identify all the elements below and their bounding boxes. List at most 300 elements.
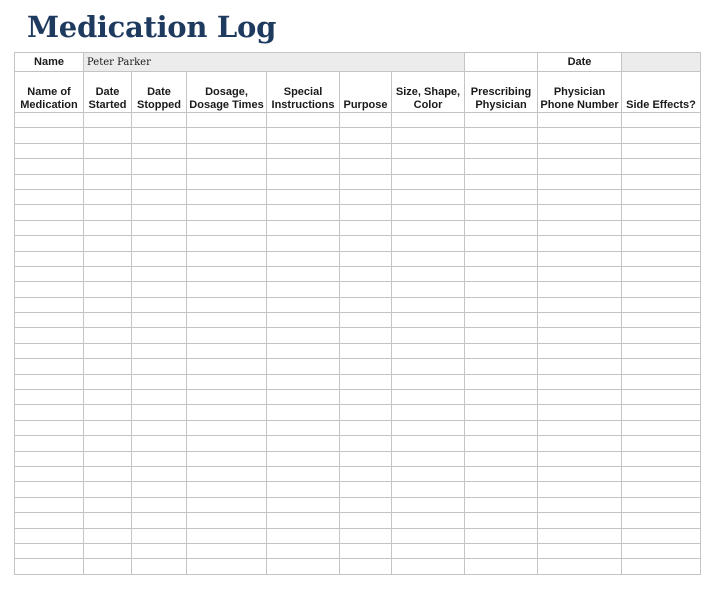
table-cell[interactable] [15,174,84,189]
table-cell[interactable] [622,174,701,189]
table-cell[interactable] [392,328,465,343]
table-cell[interactable] [132,266,187,281]
table-cell[interactable] [15,128,84,143]
table-cell[interactable] [132,220,187,235]
table-cell[interactable] [132,297,187,312]
table-cell[interactable] [267,451,340,466]
table-cell[interactable] [340,420,392,435]
table-cell[interactable] [392,236,465,251]
table-cell[interactable] [267,220,340,235]
table-cell[interactable] [132,205,187,220]
table-cell[interactable] [132,359,187,374]
table-cell[interactable] [132,282,187,297]
table-cell[interactable] [538,482,622,497]
table-cell[interactable] [132,405,187,420]
table-cell[interactable] [340,189,392,204]
table-cell[interactable] [340,113,392,128]
table-cell[interactable] [267,236,340,251]
table-cell[interactable] [622,451,701,466]
table-cell[interactable] [187,466,267,481]
table-cell[interactable] [622,543,701,558]
table-cell[interactable] [538,313,622,328]
table-cell[interactable] [538,451,622,466]
table-cell[interactable] [15,420,84,435]
table-cell[interactable] [392,297,465,312]
table-cell[interactable] [187,282,267,297]
table-cell[interactable] [267,497,340,512]
table-cell[interactable] [15,159,84,174]
table-cell[interactable] [15,236,84,251]
table-cell[interactable] [267,359,340,374]
table-cell[interactable] [538,420,622,435]
table-cell[interactable] [267,251,340,266]
table-cell[interactable] [538,113,622,128]
table-cell[interactable] [267,420,340,435]
table-cell[interactable] [187,559,267,574]
table-cell[interactable] [15,343,84,358]
table-cell[interactable] [465,528,538,543]
table-cell[interactable] [392,313,465,328]
table-cell[interactable] [84,451,132,466]
table-cell[interactable] [15,220,84,235]
table-cell[interactable] [187,328,267,343]
table-cell[interactable] [267,390,340,405]
table-cell[interactable] [187,451,267,466]
table-cell[interactable] [267,266,340,281]
table-cell[interactable] [465,420,538,435]
table-cell[interactable] [392,482,465,497]
table-cell[interactable] [622,113,701,128]
table-cell[interactable] [340,236,392,251]
table-cell[interactable] [392,513,465,528]
table-cell[interactable] [340,466,392,481]
table-cell[interactable] [267,159,340,174]
table-cell[interactable] [465,405,538,420]
table-cell[interactable] [15,543,84,558]
table-cell[interactable] [622,220,701,235]
table-cell[interactable] [187,528,267,543]
table-cell[interactable] [392,251,465,266]
table-cell[interactable] [267,482,340,497]
table-cell[interactable] [392,113,465,128]
table-cell[interactable] [622,513,701,528]
table-cell[interactable] [187,343,267,358]
table-cell[interactable] [84,436,132,451]
table-cell[interactable] [267,328,340,343]
table-cell[interactable] [267,189,340,204]
table-cell[interactable] [132,374,187,389]
table-cell[interactable] [15,282,84,297]
table-cell[interactable] [187,205,267,220]
table-cell[interactable] [465,359,538,374]
table-cell[interactable] [622,266,701,281]
table-cell[interactable] [340,251,392,266]
table-cell[interactable] [538,466,622,481]
table-cell[interactable] [187,159,267,174]
table-cell[interactable] [622,251,701,266]
table-cell[interactable] [538,174,622,189]
table-cell[interactable] [132,497,187,512]
table-cell[interactable] [538,343,622,358]
table-cell[interactable] [465,297,538,312]
date-field[interactable] [622,53,701,72]
table-cell[interactable] [187,482,267,497]
table-cell[interactable] [15,528,84,543]
table-cell[interactable] [84,313,132,328]
table-cell[interactable] [538,328,622,343]
table-cell[interactable] [465,282,538,297]
table-cell[interactable] [465,220,538,235]
table-cell[interactable] [187,543,267,558]
table-cell[interactable] [267,528,340,543]
table-cell[interactable] [340,313,392,328]
table-cell[interactable] [392,359,465,374]
table-cell[interactable] [622,436,701,451]
table-cell[interactable] [340,297,392,312]
table-cell[interactable] [132,113,187,128]
table-cell[interactable] [465,451,538,466]
table-cell[interactable] [267,374,340,389]
table-cell[interactable] [15,482,84,497]
table-cell[interactable] [538,497,622,512]
table-cell[interactable] [465,313,538,328]
table-cell[interactable] [392,220,465,235]
table-cell[interactable] [465,128,538,143]
table-cell[interactable] [622,236,701,251]
table-cell[interactable] [267,282,340,297]
table-cell[interactable] [340,513,392,528]
table-cell[interactable] [465,343,538,358]
table-cell[interactable] [132,513,187,528]
table-cell[interactable] [15,466,84,481]
table-cell[interactable] [340,543,392,558]
table-cell[interactable] [187,113,267,128]
table-cell[interactable] [392,390,465,405]
table-cell[interactable] [622,390,701,405]
table-cell[interactable] [340,220,392,235]
table-cell[interactable] [538,390,622,405]
table-cell[interactable] [187,143,267,158]
table-cell[interactable] [15,205,84,220]
table-cell[interactable] [132,559,187,574]
table-cell[interactable] [465,559,538,574]
table-cell[interactable] [465,174,538,189]
table-cell[interactable] [132,436,187,451]
table-cell[interactable] [267,174,340,189]
table-cell[interactable] [465,482,538,497]
table-cell[interactable] [132,482,187,497]
table-cell[interactable] [84,466,132,481]
table-cell[interactable] [187,497,267,512]
table-cell[interactable] [392,159,465,174]
table-cell[interactable] [465,159,538,174]
table-cell[interactable] [392,343,465,358]
table-cell[interactable] [187,128,267,143]
table-cell[interactable] [622,374,701,389]
table-cell[interactable] [465,543,538,558]
table-cell[interactable] [267,436,340,451]
table-cell[interactable] [465,374,538,389]
table-cell[interactable] [538,405,622,420]
table-cell[interactable] [392,128,465,143]
table-cell[interactable] [538,359,622,374]
table-cell[interactable] [84,374,132,389]
table-cell[interactable] [465,497,538,512]
table-cell[interactable] [340,266,392,281]
table-cell[interactable] [392,374,465,389]
table-cell[interactable] [340,405,392,420]
table-cell[interactable] [340,205,392,220]
table-cell[interactable] [392,266,465,281]
table-cell[interactable] [267,405,340,420]
table-cell[interactable] [15,513,84,528]
table-cell[interactable] [84,497,132,512]
table-cell[interactable] [538,251,622,266]
table-cell[interactable] [187,251,267,266]
table-cell[interactable] [84,251,132,266]
table-cell[interactable] [340,359,392,374]
table-cell[interactable] [538,189,622,204]
table-cell[interactable] [465,113,538,128]
table-cell[interactable] [538,559,622,574]
table-cell[interactable] [84,282,132,297]
table-cell[interactable] [187,420,267,435]
table-cell[interactable] [267,466,340,481]
table-cell[interactable] [465,143,538,158]
table-cell[interactable] [84,343,132,358]
table-cell[interactable] [622,420,701,435]
table-cell[interactable] [538,236,622,251]
table-cell[interactable] [267,343,340,358]
table-cell[interactable] [267,128,340,143]
table-cell[interactable] [267,543,340,558]
table-cell[interactable] [538,436,622,451]
table-cell[interactable] [538,528,622,543]
table-cell[interactable] [538,266,622,281]
table-cell[interactable] [84,559,132,574]
table-cell[interactable] [340,436,392,451]
table-cell[interactable] [187,436,267,451]
table-cell[interactable] [15,113,84,128]
table-cell[interactable] [84,543,132,558]
table-cell[interactable] [465,328,538,343]
table-cell[interactable] [392,282,465,297]
table-cell[interactable] [392,189,465,204]
table-cell[interactable] [392,466,465,481]
table-cell[interactable] [465,236,538,251]
table-cell[interactable] [267,113,340,128]
table-cell[interactable] [465,436,538,451]
table-cell[interactable] [622,528,701,543]
table-cell[interactable] [392,420,465,435]
table-cell[interactable] [622,205,701,220]
table-cell[interactable] [132,174,187,189]
table-cell[interactable] [622,297,701,312]
table-cell[interactable] [538,297,622,312]
table-cell[interactable] [84,128,132,143]
table-cell[interactable] [132,466,187,481]
table-cell[interactable] [538,513,622,528]
table-cell[interactable] [187,359,267,374]
table-cell[interactable] [622,313,701,328]
table-cell[interactable] [84,328,132,343]
table-cell[interactable] [340,328,392,343]
table-cell[interactable] [187,374,267,389]
table-cell[interactable] [392,497,465,512]
table-cell[interactable] [340,390,392,405]
table-cell[interactable] [15,251,84,266]
table-cell[interactable] [465,205,538,220]
table-cell[interactable] [84,143,132,158]
table-cell[interactable] [340,451,392,466]
table-cell[interactable] [465,266,538,281]
table-cell[interactable] [622,405,701,420]
table-cell[interactable] [465,189,538,204]
table-cell[interactable] [392,143,465,158]
table-cell[interactable] [132,528,187,543]
table-cell[interactable] [132,328,187,343]
table-cell[interactable] [267,513,340,528]
table-cell[interactable] [622,559,701,574]
table-cell[interactable] [538,220,622,235]
table-cell[interactable] [187,513,267,528]
table-cell[interactable] [84,528,132,543]
table-cell[interactable] [392,543,465,558]
table-cell[interactable] [187,390,267,405]
table-cell[interactable] [15,451,84,466]
table-cell[interactable] [392,528,465,543]
table-cell[interactable] [15,189,84,204]
table-cell[interactable] [340,282,392,297]
table-cell[interactable] [187,405,267,420]
table-cell[interactable] [622,128,701,143]
table-cell[interactable] [84,297,132,312]
table-cell[interactable] [392,174,465,189]
table-cell[interactable] [340,497,392,512]
table-cell[interactable] [267,143,340,158]
table-cell[interactable] [132,343,187,358]
table-cell[interactable] [132,313,187,328]
table-cell[interactable] [622,359,701,374]
table-cell[interactable] [84,359,132,374]
table-cell[interactable] [538,543,622,558]
table-cell[interactable] [15,266,84,281]
table-cell[interactable] [187,174,267,189]
table-cell[interactable] [622,343,701,358]
table-cell[interactable] [340,482,392,497]
table-cell[interactable] [15,374,84,389]
table-cell[interactable] [15,143,84,158]
table-cell[interactable] [132,451,187,466]
table-cell[interactable] [622,189,701,204]
table-cell[interactable] [84,236,132,251]
table-cell[interactable] [187,313,267,328]
table-cell[interactable] [187,220,267,235]
table-cell[interactable] [340,143,392,158]
table-cell[interactable] [538,282,622,297]
table-cell[interactable] [15,405,84,420]
table-cell[interactable] [340,174,392,189]
table-cell[interactable] [15,359,84,374]
table-cell[interactable] [132,159,187,174]
table-cell[interactable] [622,482,701,497]
table-cell[interactable] [132,236,187,251]
table-cell[interactable] [84,174,132,189]
table-cell[interactable] [392,559,465,574]
table-cell[interactable] [622,159,701,174]
table-cell[interactable] [622,497,701,512]
table-cell[interactable] [340,159,392,174]
table-cell[interactable] [84,266,132,281]
table-cell[interactable] [132,251,187,266]
table-cell[interactable] [84,482,132,497]
table-cell[interactable] [538,205,622,220]
table-cell[interactable] [538,143,622,158]
table-cell[interactable] [538,374,622,389]
table-cell[interactable] [84,159,132,174]
table-cell[interactable] [392,451,465,466]
table-cell[interactable] [15,497,84,512]
table-cell[interactable] [15,390,84,405]
table-cell[interactable] [340,343,392,358]
table-cell[interactable] [132,143,187,158]
table-cell[interactable] [622,328,701,343]
name-field[interactable]: Peter Parker [84,53,465,72]
table-cell[interactable] [84,220,132,235]
table-cell[interactable] [15,328,84,343]
table-cell[interactable] [132,543,187,558]
table-cell[interactable] [84,420,132,435]
table-cell[interactable] [267,313,340,328]
table-cell[interactable] [392,205,465,220]
table-cell[interactable] [392,405,465,420]
table-cell[interactable] [84,113,132,128]
table-cell[interactable] [465,251,538,266]
table-cell[interactable] [15,436,84,451]
table-cell[interactable] [622,282,701,297]
table-cell[interactable] [340,528,392,543]
table-cell[interactable] [465,466,538,481]
table-cell[interactable] [267,297,340,312]
table-cell[interactable] [15,297,84,312]
table-cell[interactable] [187,236,267,251]
table-cell[interactable] [84,405,132,420]
table-cell[interactable] [465,390,538,405]
table-cell[interactable] [538,128,622,143]
table-cell[interactable] [15,559,84,574]
table-cell[interactable] [132,390,187,405]
table-cell[interactable] [132,189,187,204]
table-cell[interactable] [84,513,132,528]
table-cell[interactable] [267,205,340,220]
table-cell[interactable] [132,420,187,435]
table-cell[interactable] [132,128,187,143]
table-cell[interactable] [267,559,340,574]
table-cell[interactable] [340,128,392,143]
table-cell[interactable] [15,313,84,328]
table-cell[interactable] [84,189,132,204]
table-cell[interactable] [622,143,701,158]
table-cell[interactable] [538,159,622,174]
table-cell[interactable] [187,297,267,312]
table-cell[interactable] [187,266,267,281]
table-cell[interactable] [465,513,538,528]
table-cell[interactable] [84,205,132,220]
table-cell[interactable] [340,559,392,574]
table-cell[interactable] [340,374,392,389]
table-cell[interactable] [187,189,267,204]
table-cell[interactable] [392,436,465,451]
